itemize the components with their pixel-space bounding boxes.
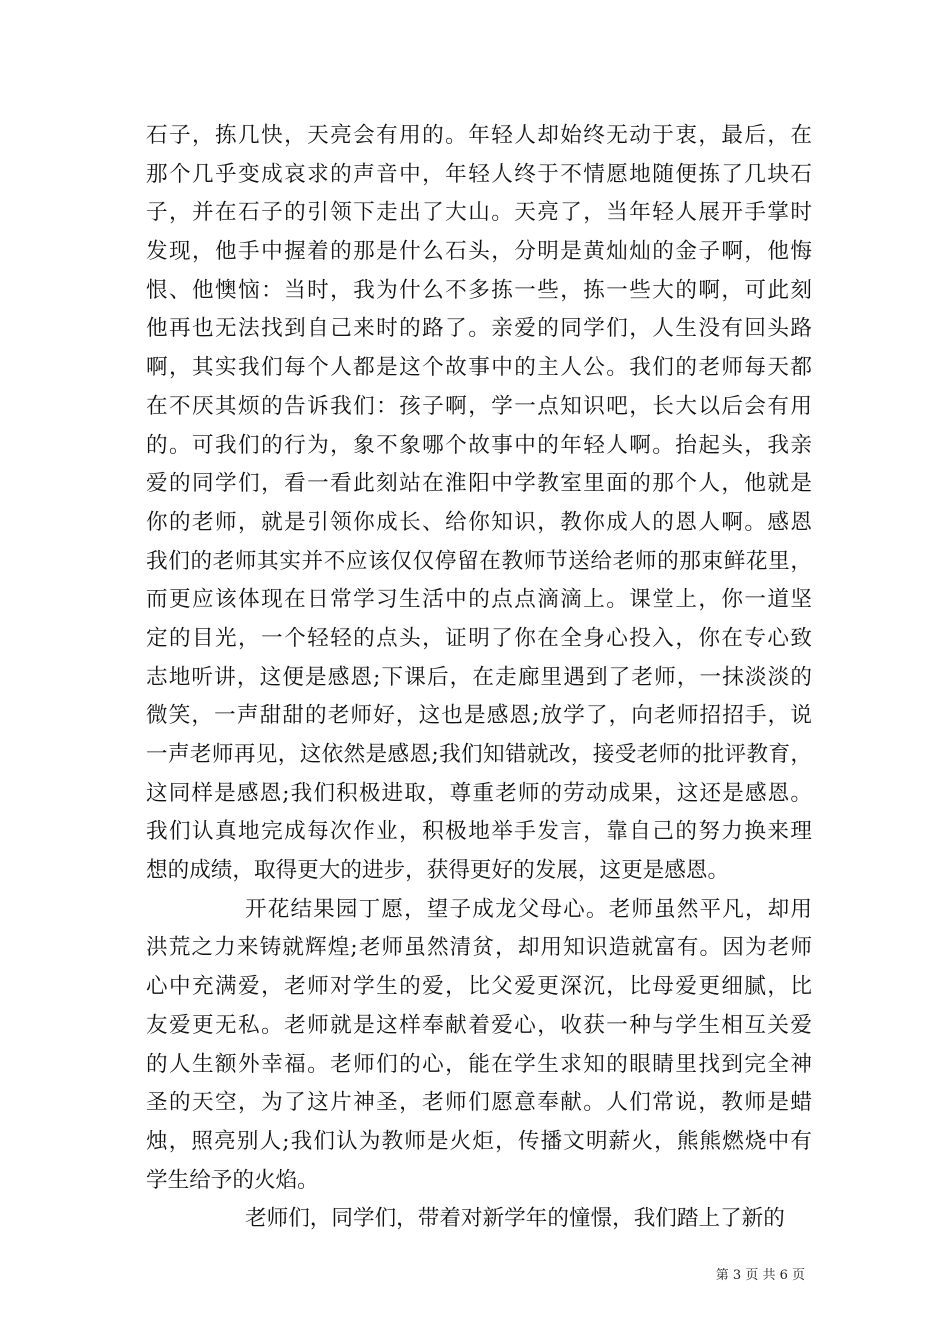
text-line: 恨、他懊恼：当时，我为什么不多拣一些，拣一些大的啊，可此刻 bbox=[146, 277, 812, 303]
text-line: 洪荒之力来铸就辉煌;老师虽然清贫，却用知识造就富有。因为老师 bbox=[146, 935, 812, 961]
text-line: 石子，拣几快，天亮会有用的。年轻人却始终无动于衷，最后，在 bbox=[146, 123, 812, 148]
body-text bbox=[146, 117, 812, 1239]
text-line: 定的目光，一个轻轻的点头，证明了你在全身心投入，你在专心致 bbox=[146, 625, 812, 651]
text-line: 在不厌其烦的告诉我们：孩子啊，学一点知识吧，长大以后会有用 bbox=[146, 393, 812, 419]
text-line: 志地听讲，这便是感恩;下课后，在走廊里遇到了老师，一抹淡淡的 bbox=[146, 664, 812, 690]
text-line: 子，并在石子的引领下走出了大山。天亮了，当年轻人展开手掌时 bbox=[146, 200, 812, 226]
text-line: 的。可我们的行为，象不象哪个故事中的年轻人啊。抬起头，我亲 bbox=[146, 432, 812, 458]
text-line: 的人生额外幸福。老师们的心，能在学生求知的眼睛里找到完全神 bbox=[146, 1051, 812, 1077]
text-line: 圣的天空，为了这片神圣，老师们愿意奉献。人们常说，教师是蜡 bbox=[146, 1090, 812, 1116]
text-line: 爱的同学们，看一看此刻站在淮阳中学教室里面的那个人，他就是 bbox=[146, 471, 812, 497]
paragraph-1 bbox=[146, 117, 812, 891]
text-line: 友爱更无私。老师就是这样奉献着爱心，收获一种与学生相互关爱 bbox=[146, 1012, 812, 1038]
text-line: 我们认真地完成每次作业，积极地举手发言，靠自己的努力换来理 bbox=[146, 819, 812, 845]
text-line: 而更应该体现在日常学习生活中的点点滴滴上。课堂上，你一道坚 bbox=[146, 587, 812, 613]
text-line: 啊，其实我们每个人都是这个故事中的主人公。我们的老师每天都 bbox=[146, 355, 812, 381]
text-line: 你的老师，就是引领你成长、给你知识，教你成人的恩人啊。感恩 bbox=[146, 509, 812, 535]
paragraph-2 bbox=[146, 891, 812, 1201]
text-line: 发现，他手中握着的那是什么石头，分明是黄灿灿的金子啊，他悔 bbox=[146, 239, 812, 265]
text-line: 这同样是感恩;我们积极进取，尊重老师的劳动成果，这还是感恩。 bbox=[146, 780, 812, 806]
text-line: 一声老师再见，这依然是感恩;我们知错就改，接受老师的批评教育， bbox=[146, 742, 812, 767]
text-line: 心中充满爱，老师对学生的爱，比父爱更深沉，比母爱更细腻，比 bbox=[146, 974, 812, 1000]
text-line: 想的成绩，取得更大的进步，获得更好的发展，这更是感恩。 bbox=[146, 858, 730, 884]
page-number-footer: 第 3 页 共 6 页 bbox=[715, 1268, 805, 1283]
text-line: 开花结果园丁愿，望子成龙父母心。老师虽然平凡，却用 bbox=[245, 896, 812, 922]
text-line: 他再也无法找到自己来时的路了。亲爱的同学们，人生没有回头路 bbox=[146, 316, 812, 342]
text-line: 我们的老师其实并不应该仅仅停留在教师节送给老师的那束鲜花里， bbox=[146, 548, 812, 574]
paragraph-3 bbox=[146, 1200, 812, 1239]
text-line: 烛，照亮别人;我们认为教师是火炬，传播文明薪火，熊熊燃烧中有 bbox=[146, 1128, 812, 1154]
text-line: 微笑，一声甜甜的老师好，这也是感恩;放学了，向老师招招手，说 bbox=[146, 703, 812, 729]
text-line: 老师们，同学们，带着对新学年的憧憬，我们踏上了新的 bbox=[245, 1206, 785, 1232]
text-line: 那个几乎变成哀求的声音中，年轻人终于不情愿地随便拣了几块石 bbox=[146, 161, 812, 187]
text-line: 学生给予的火焰。 bbox=[146, 1167, 319, 1193]
